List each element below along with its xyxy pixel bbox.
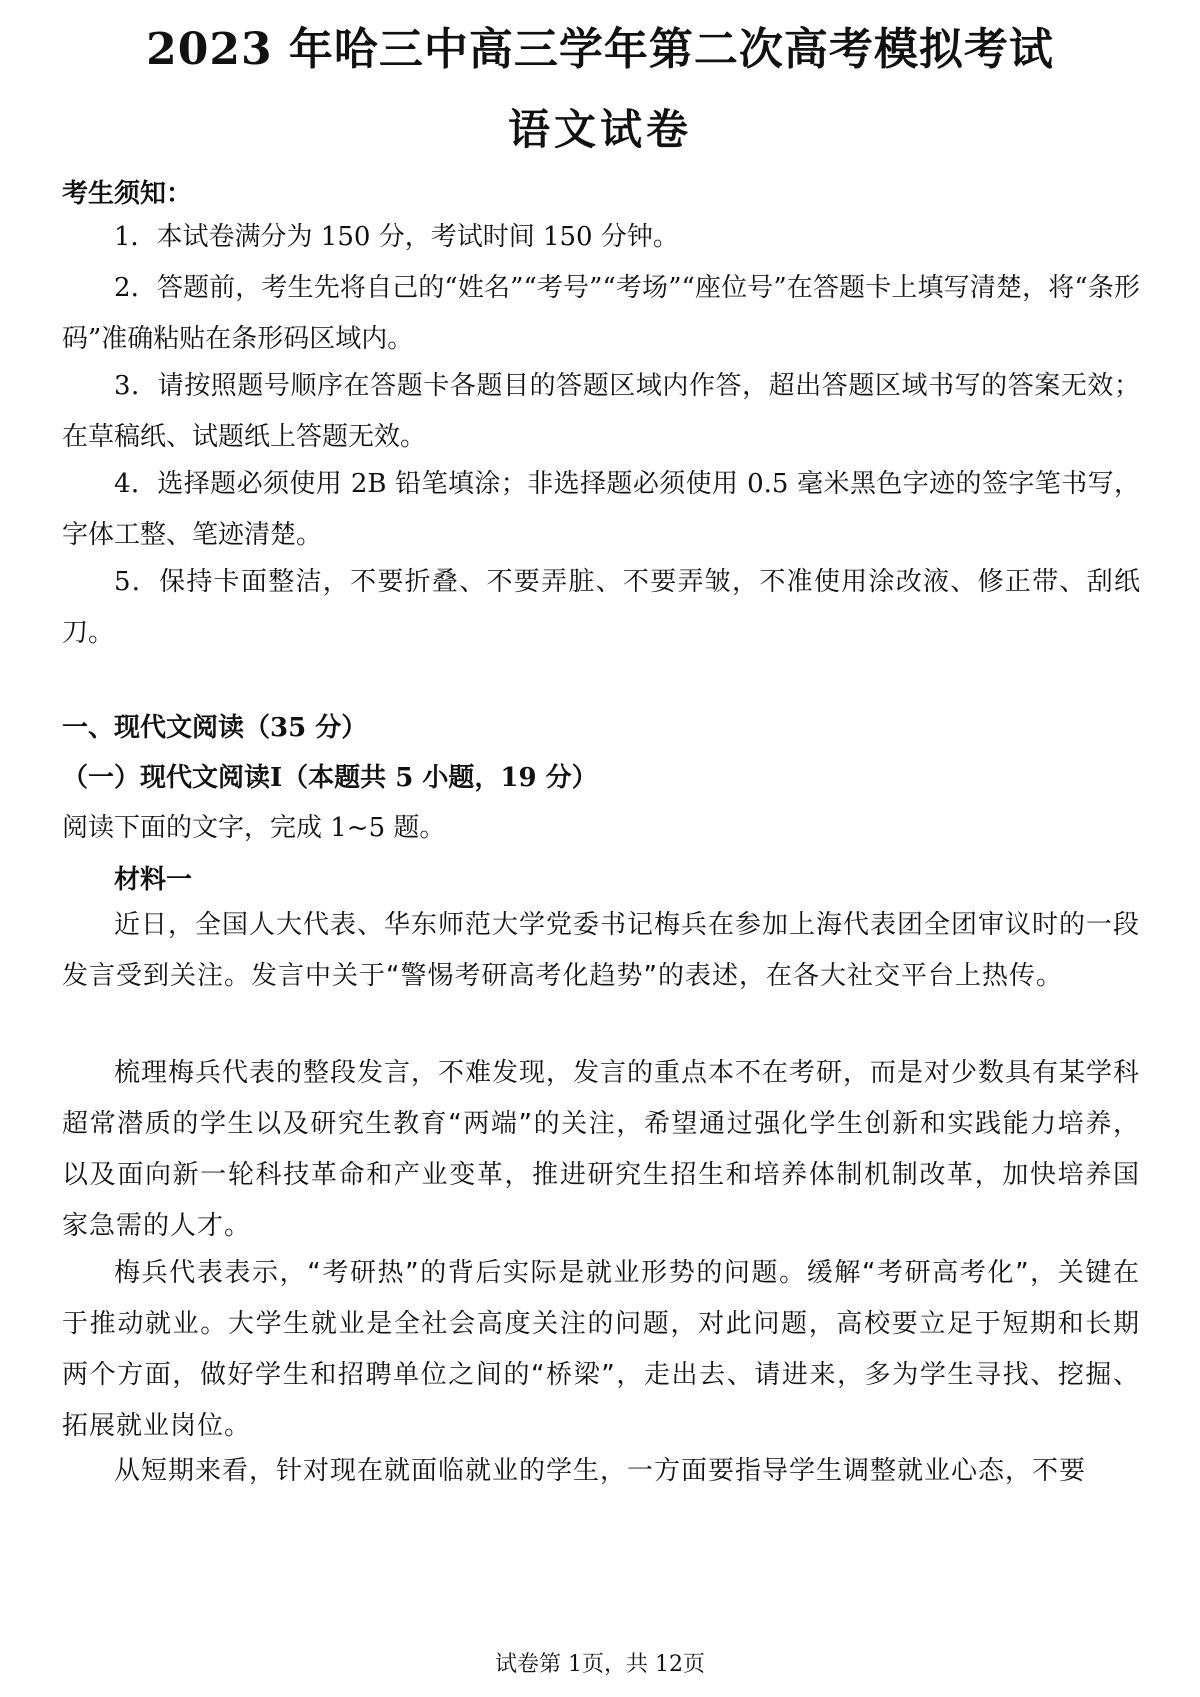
reading-instruction: 阅读下面的文字，完成 1~5 题。 <box>62 813 446 843</box>
exam-title: 2023 年哈三中高三学年第二次高考模拟考试 <box>146 24 1054 75</box>
notice-item-1: 1．本试卷满分为 150 分，考试时间 150 分钟。 <box>114 222 679 252</box>
notice-item-2: 2．答题前，考生先将自己的“姓名”“考号”“考场”“座位号”在答题卡上填写清楚，将“条形码”准确粘贴在条形码区域内。 <box>62 273 1140 354</box>
page-number: 试卷第 1页，共 12页 <box>495 1652 705 1677</box>
material-paragraph-4: 从短期来看，针对现在就面临就业的学生，一方面要指导学生调整就业心态，不要 <box>114 1456 1087 1486</box>
notice-item-4: 4．选择题必须使用 2B 铅笔填涂；非选择题必须使用 0.5 毫米黑色字迹的签字笔书写，字体工整、笔迹清楚。 <box>62 469 1140 550</box>
material-paragraph-3: 梅兵代表表示，“考研热”的背后实际是就业形势的问题。缓解“考研高考化”，关键在于推动就业。大学生就业是全社会高度关注的问题，对此问题，高校要立足于短期和长期两个方面，做好学生和招聘单位之间的“桥梁”，走出去、请进来，多为学生寻找、挖掘、拓展就业岗位。 <box>62 1258 1140 1441</box>
subsection-heading: （一）现代文阅读Ⅰ（本题共 5 小题，19 分） <box>62 763 598 793</box>
material-paragraph-2: 梳理梅兵代表的整段发言，不难发现，发言的重点本不在考研，而是对少数具有某学科超常潜质的学生以及研究生教育“两端”的关注，希望通过强化学生创新和实践能力培养，以及面向新一轮科技革命和产业变革，推进研究生招生和培养体制机制改革，加快培养国家急需的人才。 <box>62 1058 1141 1241</box>
notice-item-5: 5．保持卡面整洁，不要折叠、不要弄脏、不要弄皱，不准使用涂改液、修正带、刮纸刀。 <box>62 567 1140 648</box>
exam-subtitle: 语文试卷 <box>507 105 692 154</box>
notice-heading: 考生须知： <box>62 179 193 209</box>
material-label: 材料一 <box>114 865 193 895</box>
section-heading: 一、现代文阅读（35 分） <box>62 713 368 743</box>
notice-item-3: 3．请按照题号顺序在答题卡各题目的答题区域内作答，超出答题区域书写的答案无效；在草稿纸、试题纸上答题无效。 <box>62 371 1140 452</box>
material-paragraph-1: 近日，全国人大代表、华东师范大学党委书记梅兵在参加上海代表团全团审议时的一段发言受到关注。发言中关于“警惕考研高考化趋势”的表述，在各大社交平台上热传。 <box>62 910 1141 991</box>
